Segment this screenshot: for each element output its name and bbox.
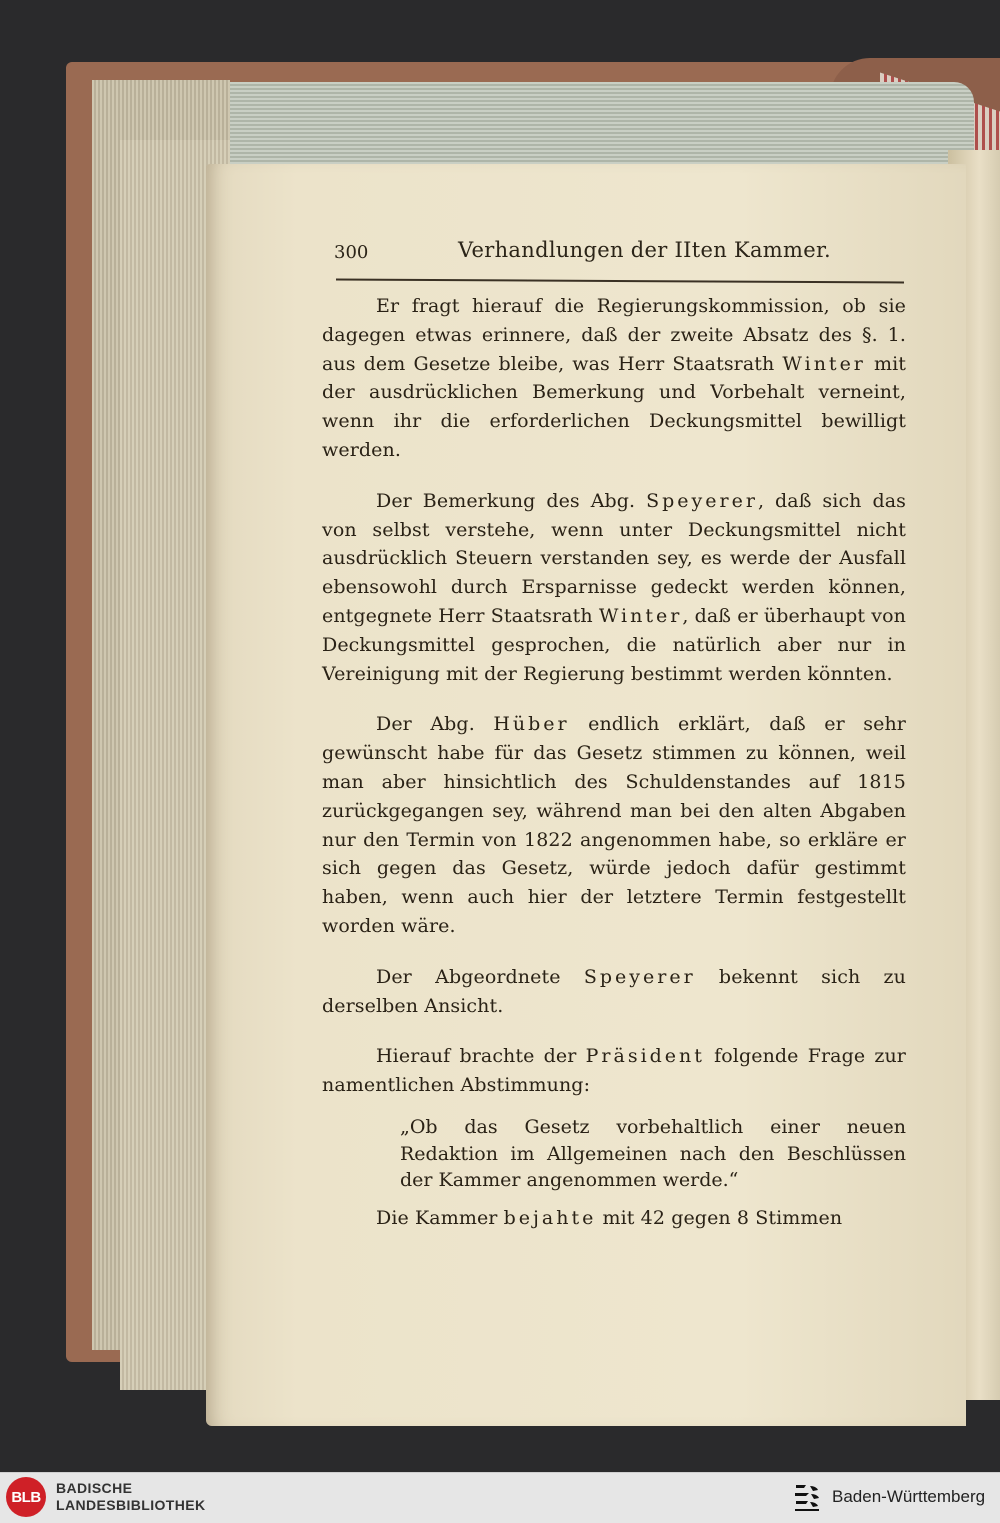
- library-name-line2: LANDESBIBLIOTHEK: [56, 1497, 206, 1513]
- page-body: [322, 292, 906, 1233]
- spaced-name: Winter: [782, 352, 866, 375]
- page-header: [334, 238, 906, 270]
- spaced-name: Speyerer: [646, 489, 758, 512]
- paragraph: [322, 710, 906, 940]
- text-run: bekennt sich zu derselben Ansicht.: [322, 965, 906, 1017]
- paragraph: [322, 1042, 906, 1100]
- text-run: endlich erklärt, daß er sehr gewünscht habe für das Gesetz stimmen zu können, weil man aber hinsichtlich des Schuldenstandes auf 1815 zurückgegangen sey, während man bei den alten Abgaben nur den Termin von 1822 angenommen habe, so erkläre er sich gegen das Gesetz, würde jedoch dafür gestimmt haben, wenn auch hier der letztere Termin festgestellt worden wäre.: [322, 713, 906, 937]
- text-run: Der Abg.: [376, 713, 494, 736]
- text-run: folgende Frage zur namentlichen Abstimmung:: [322, 1045, 906, 1097]
- text-run: mit 42 gegen 8 Stimmen: [596, 1206, 843, 1229]
- viewer-footer: [0, 1472, 1000, 1523]
- quoted-question: „Ob das Gesetz vorbehaltlich einer neuen Redaktion im Allgemeinen nach den Beschlüssen der Kammer angenommen werde.“: [400, 1115, 906, 1192]
- library-name-line1: BADISCHE: [56, 1480, 133, 1496]
- spaced-name: Hüber: [493, 713, 570, 736]
- text-run: , daß sich das von selbst verstehe, wenn unter Deckungsmittel nicht ausdrücklich Steuern verstanden sey, es werde der Ausfall ebensowohl durch Ersparnisse gedeckt werden können, entgegnete Herr Staatsrath: [322, 489, 906, 627]
- text-run: Hierauf brachte der: [376, 1045, 586, 1068]
- paragraph: [322, 487, 906, 689]
- page-number: 300: [334, 242, 369, 263]
- state-name: Baden-Württemberg: [832, 1487, 986, 1506]
- blb-logo-icon[interactable]: [6, 1477, 46, 1517]
- page-edges-top: [104, 82, 974, 174]
- spaced-name: Winter: [598, 604, 683, 627]
- spaced-name: Präsident: [585, 1045, 705, 1068]
- text-run: , daß er überhaupt von Deckungsmittel gesprochen, die natürlich aber nur in Vereinigung mit der Regierung bestimmt werden könnten.: [322, 604, 906, 685]
- final-line: [322, 1204, 906, 1233]
- text-run: Die Kammer: [376, 1206, 504, 1229]
- text-run: mit der ausdrücklichen Bemerkung und Vorbehalt verneint, wenn ihr die erforderlichen Deckungsmittel bewilligt werden.: [322, 352, 906, 461]
- paragraph: [322, 963, 906, 1021]
- paragraph: [322, 292, 906, 465]
- text-run: Der Abgeordnete: [376, 965, 584, 988]
- library-name: [56, 1480, 206, 1514]
- spaced-name: Speyerer: [583, 965, 696, 988]
- running-head: Verhandlungen der IIten Kammer.: [458, 238, 831, 262]
- spaced-name: bejahte: [503, 1206, 597, 1229]
- text-run: Der Bemerkung des Abg.: [376, 489, 647, 512]
- lions-emblem-icon: [792, 1481, 822, 1515]
- text-run: Er fragt hierauf die Regierungskommission, ob sie dagegen etwas erinnere, daß der zweite Absatz des §. 1. aus dem Gesetze bleibe, was Herr Staatsrath: [322, 295, 906, 375]
- blb-logo-text: BLB: [11, 1488, 41, 1506]
